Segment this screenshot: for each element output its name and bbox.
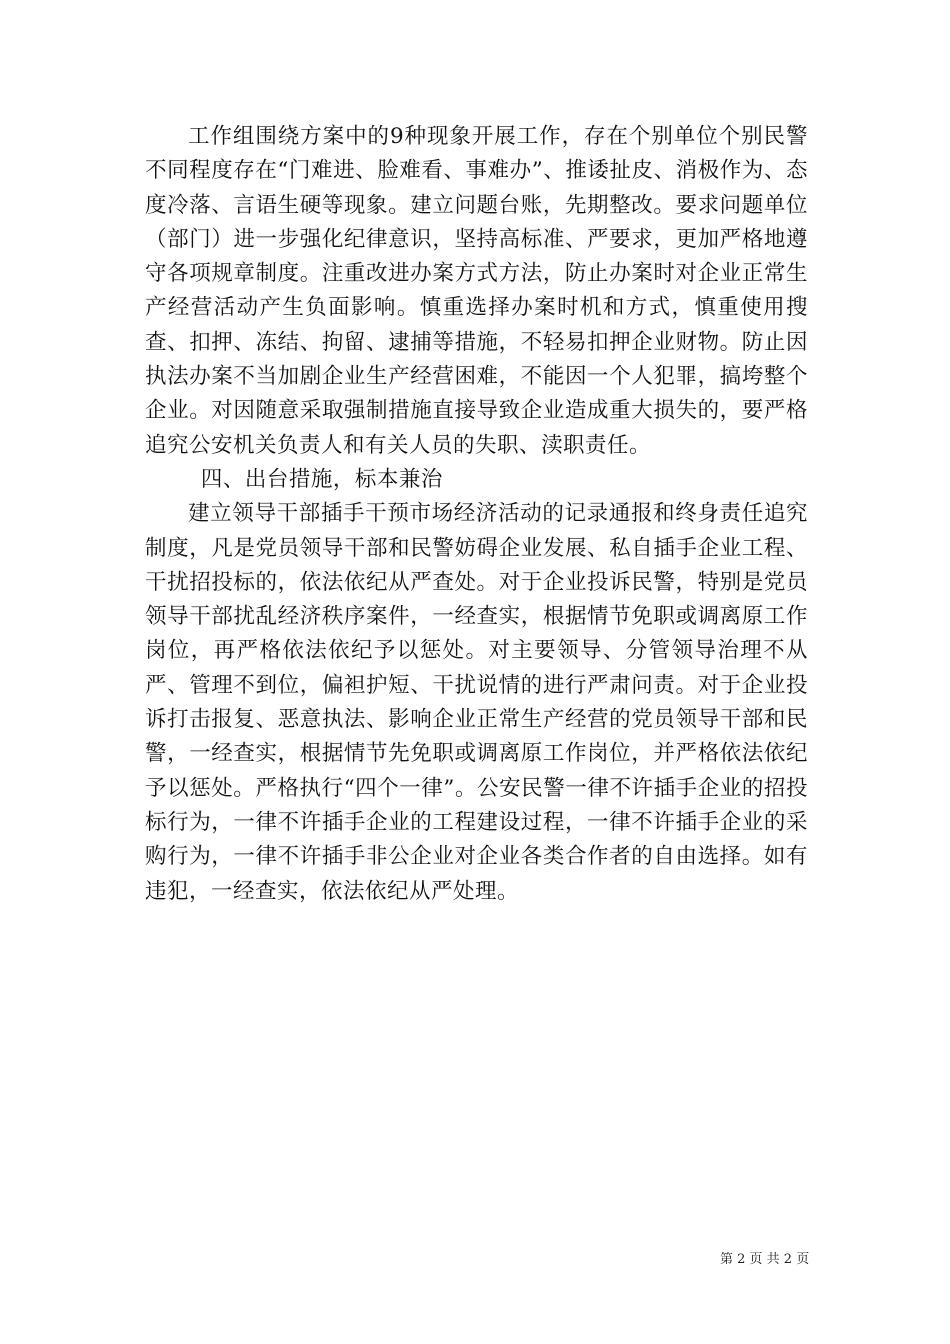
section-heading: 四、出台措施，标本兼治: [200, 466, 443, 492]
body-paragraph-2: 建立领导干部插手干预市场经济活动的记录通报和终身责任追究制度，凡是党员领导干部和民警妨碍企业发展、私自插手企业工程、干扰招投标的，依法依纪从严查处。对于企业投诉民警，特别是党员领导干部扰乱经济秩序案件，一经查实，根据情节免职或调离原工作岗位，再严格依法依纪予以惩处。对主要领导、分管领导治理不从严、管理不到位，偏袒护短、干扰说情的进行严肃问责。对于企业投诉打击报复、恶意执法、影响企业正常生产经营的党员领导干部和民警，一经查实，根据情节先免职或调离原工作岗位，并严格依法依纪予以惩处。严格执行“四个一律”。公安民警一律不许插手企业的招投标行为，一律不许插手企业的工程建设过程，一律不许插手企业的采购行为，一律不许插手非公企业对企业各类合作者的自由选择。如有违犯，一经查实，依法依纪从严处理。: [145, 501, 808, 904]
body-paragraph-1: 工作组围绕方案中的9种现象开展工作，存在个别单位个别民警不同程度存在“门难进、脸难看、事难办”、推诿扯皮、消极作为、态度冷落、言语生硬等现象。建立问题台账，先期整改。要求问题单位（部门）进一步强化纪律意识，坚持高标准、严要求，更加严格地遵守各项规章制度。注重改进办案方式方法，防止办案时对企业正常生产经营活动产生负面影响。慎重选择办案时机和方式，慎重使用搜查、扣押、冻结、拘留、逮捕等措施，不轻易扣押企业财物。防止因执法办案不当加剧企业生产经营困难，不能因一个人犯罪，搞垮整个企业。对因随意采取强制措施直接导致企业造成重大损失的，要严格追究公安机关负责人和有关人员的失职、渎职责任。: [145, 124, 808, 458]
page-body: [145, 120, 808, 909]
page-number-footer: 第 2 页 共 2 页: [720, 1252, 810, 1267]
